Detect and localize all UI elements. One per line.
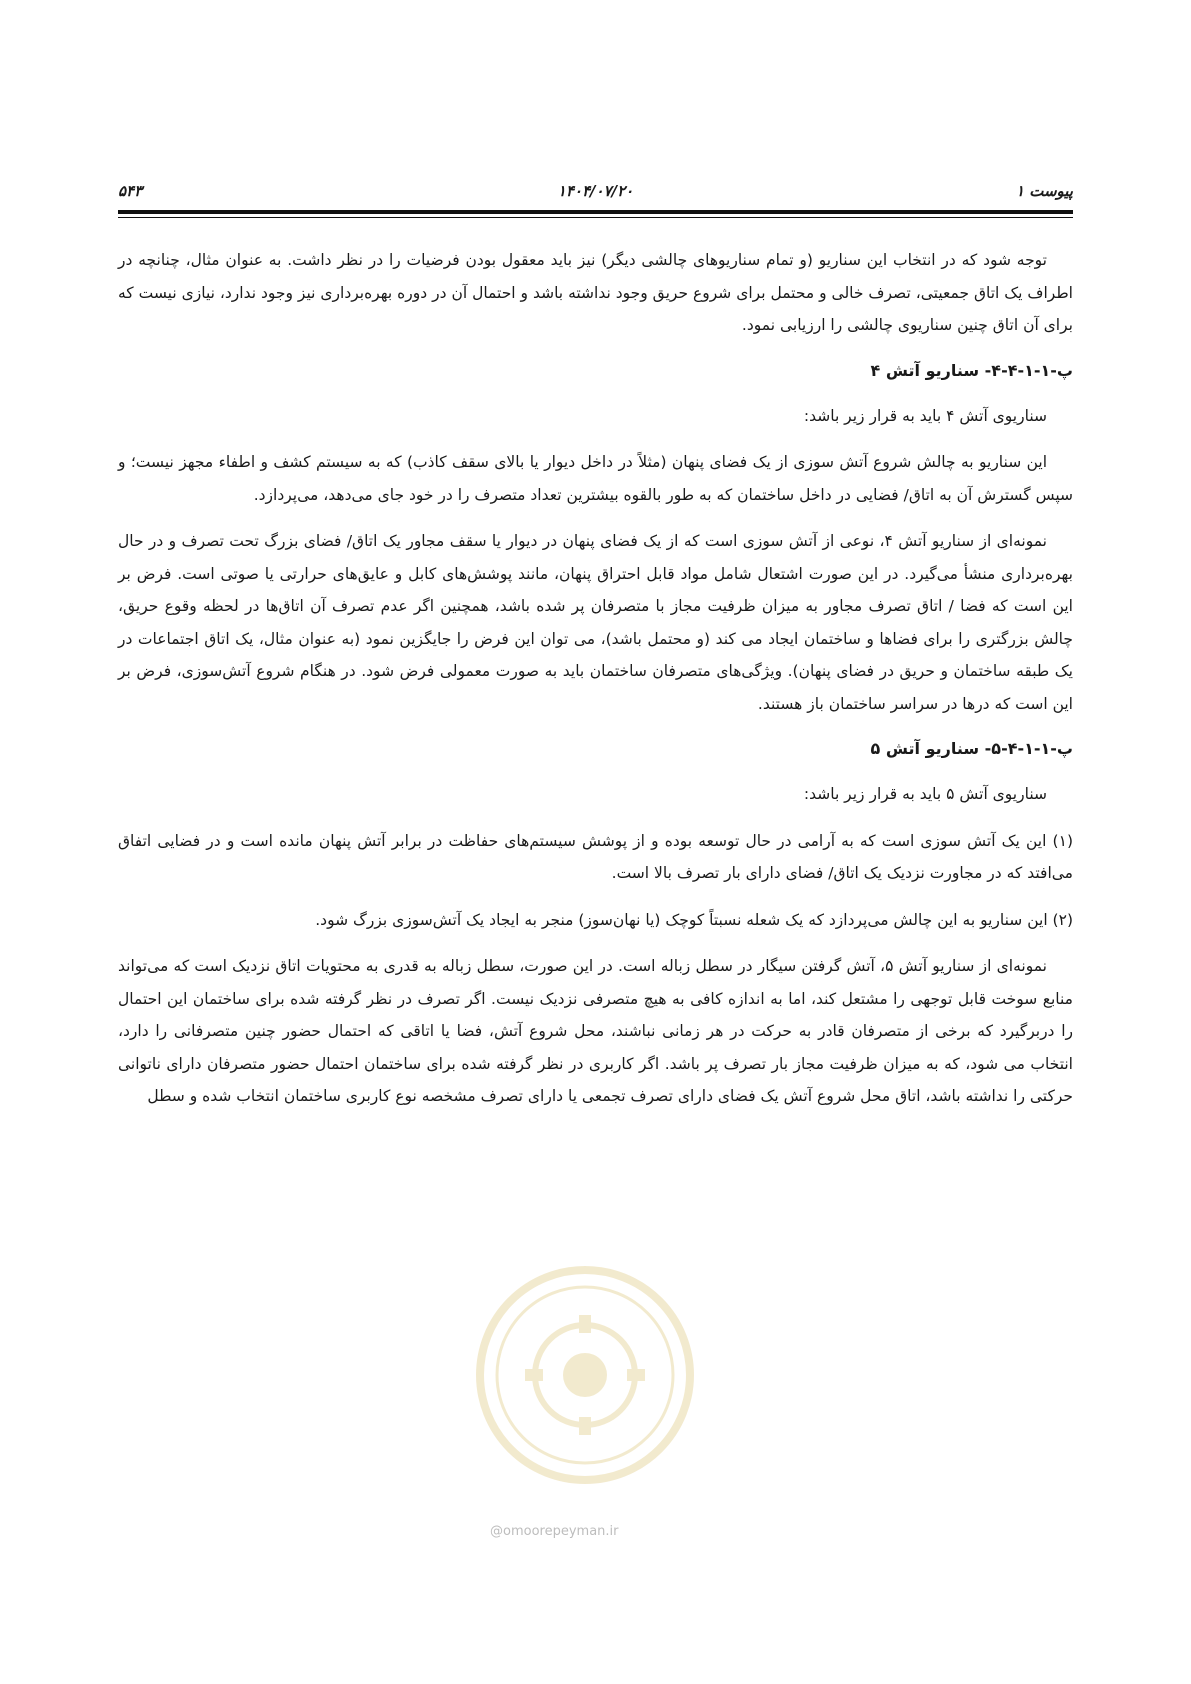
paragraph-scenario-4-example: نمونه‌ای از سناریو آتش ۴، نوعی از آتش سوزی است که از یک فضای پنهان در دیوار یا سقف مجاور یک اتاق/ فضای بزرگ تحت تصرف و در حال بهره‌برداری منشأ می‌گیرد. در این صورت اشتعال شامل مواد قابل احتراق پنهان، مانند پوشش‌های کابل و عایق‌های حرارتی یا صوتی است. فرض بر این است که فضا / اتاق تصرف مجاور به میزان ظرفیت مجاز با متصرفان پر شده باشد، همچنین اگر عدم تصرف آن اتاق‌ها در لحظه وقوع حریق، چالش بزرگتری را برای فضاها و ساختمان ایجاد می کند (و محتمل باشد)، می توان این فرض را جایگزین نمود (به عنوان مثال، یک اتاق اجتماعات در یک طبقه ساختمان و حریق در فضای پنهان). ویژگی‌های متصرفان ساختمان باید به صورت معمولی فرض شود. در هنگام شروع آتش‌سوزی، فرض بر این است که درها در سراسر ساختمان باز هستند. [118, 532, 1073, 713]
paragraph-scenario-5-item-2: (۲) این سناریو به این چالش می‌پردازد که یک شعله نسبتاً کوچک (یا نهان‌سوز) منجر به ایجاد یک آتش‌سوزی بزرگ شود. [315, 910, 1073, 929]
header-rule-thin [118, 217, 1073, 218]
paragraph-assumptions-note: توجه شود که در انتخاب این سناریو (و تمام سناریوهای چالشی دیگر) نیز باید معقول بودن فرضیات را در نظر داشت. به عنوان مثال، چنانچه در اطراف یک اتاق جمعیتی، تصرف خالی و محتمل برای شروع حریق وجود نداشته باشد و احتمال آن در دوره بهره‌برداری نیز وجود ندارد، نیازی نیست که برای آن اتاق چنین سناریوی چالشی را ارزیابی نمود. [118, 251, 1073, 334]
paragraph-scenario-5-example: نمونه‌ای از سناریو آتش ۵، آتش گرفتن سیگار در سطل زباله است. در این صورت، سطل زباله به قدری به محتویات اتاق نزدیک است که می‌تواند منابع سوخت قابل توجهی را مشتعل کند، اما به اندازه کافی به هیچ متصرفی نزدیک نیست. اگر تصرف در نظر گرفته شده برای ساختمان این احتمال را دربرگیرد که برخی از متصرفان قادر به حرکت در هر زمانی نباشند، محل شروع آتش، فضا یا اتاقی که احتمال حضور چنین متصرفانی را دارد، انتخاب می شود، که به میزان ظرفیت مجاز بار تصرف پر باشد. اگر کاربری در نظر گرفته شده برای ساختمان احتمال حضور متصرفان دارای ناتوانی حرکتی را نداشته باشد، اتاق محل شروع آتش یک فضای دارای تصرف تجمعی یا دارای تصرف مشخصه نوع کاربری ساختمان انتخاب شده و سطل [118, 957, 1073, 1105]
body-content [118, 244, 1073, 1127]
paragraph-scenario-5-intro: سناریوی آتش ۵ باید به قرار زیر باشد: [803, 785, 1047, 803]
heading-fire-scenario-4: پ-۱-۱-۴-۴- سناریو آتش ۴ [870, 360, 1073, 380]
page-number: ۵۴۳ [118, 182, 143, 200]
watermark-text: @omoorepeyman.ir [490, 1524, 619, 1539]
paragraph-scenario-4-intro: سناریوی آتش ۴ باید به قرار زیر باشد: [803, 406, 1047, 425]
paragraph-scenario-5-item-1: (۱) این یک آتش سوزی است که به آرامی در حال توسعه بوده و از پوشش سیستم‌های حفاظت در برابر آتش پنهان مانده است و در فضایی اتفاق می‌افتد که در مجاورت نزدیک یک اتاق/ فضای دارای بار تصرف بالا است. [118, 831, 1073, 882]
header-rule-thick [118, 210, 1073, 214]
heading-fire-scenario-5: پ-۱-۱-۴-۵- سناریو آتش ۵ [870, 739, 1073, 758]
paragraph-scenario-4-desc: این سناریو به چالش شروع آتش سوزی از یک فضای پنهان (مثلاً در داخل دیوار یا بالای سقف کاذب) که به سیستم کشف و اطفاء مجهز نیست؛ و سپس گسترش آن به اتاق/ فضایی در داخل ساختمان که به طور بالقوه بیشترین تعداد متصرف را در خود جای می‌دهد، می‌پردازد. [118, 453, 1073, 504]
page-header [118, 176, 1073, 206]
watermark-seal-icon [470, 1260, 700, 1490]
appendix-label: پیوست ۱ [1015, 182, 1073, 200]
header-date: ۱۴۰۴/۰۷/۲۰ [557, 182, 634, 200]
